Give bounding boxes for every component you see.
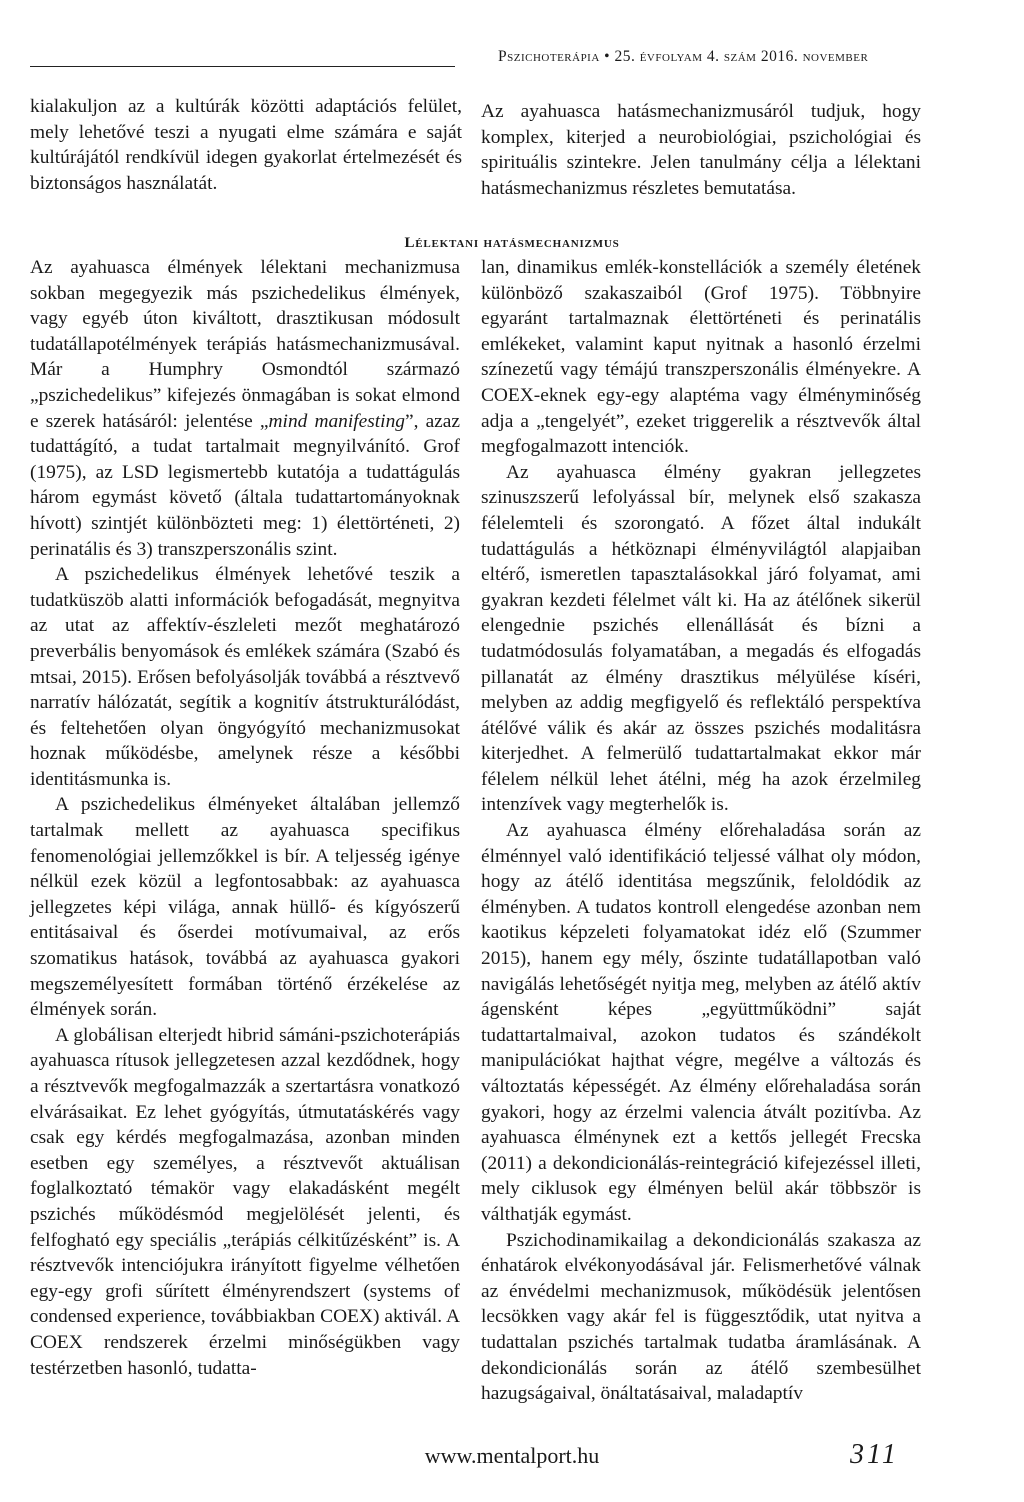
left-p1-text-b: ”, azaz tudattágító, a tudat tartalmait megnyilvánító. Grof (1975), az LSD legismertebb kutatója a tudattágulás három egymást követő (általa tudattartományoknak hívott) szintjét különbözteti meg: 1) élettörténeti, 2) perinatális és 3) transzperszonális szint.	[30, 410, 460, 560]
section-heading: Lélektani hatásmechanizmus	[404, 235, 620, 251]
right-column	[481, 255, 921, 1407]
intro-left-paragraph: kialakuljon az a kultúrák közötti adaptációs felület, mely lehetővé teszi a nyugati elme számára e saját kultúrájától rendkívül idegen gyakorlat értelmezését és biztonságos használatát.	[30, 96, 462, 194]
left-column	[30, 255, 460, 1381]
right-paragraph-1: lan, dinamikus emlék-konstellációk a személy életének különböző szakaszaiból (Grof 1975). Többnyire egyaránt tartalmaznak élettörténeti és perinatális emlékeket, valamint kaput nyitnak a hasonló érzelmi színezetű vagy témájú transzperszonális élményekre. A COEX-eknek egy-egy alaptéma vagy élményminőség adja a „tengelyét”, ezeket triggerelik a résztvevők által megfogalmazott intenciók.	[481, 257, 921, 458]
left-paragraph-1	[30, 255, 460, 562]
intro-right-paragraph: Az ayahuasca hatásmechanizmusáról tudjuk, hogy komplex, kiterjed a neurobiológiai, pszichológiai és spirituális szintekre. Jelen tanulmány célja a lélektani hatásmechanizmus részletes bemutatása.	[481, 101, 921, 199]
right-paragraph-2: Az ayahuasca élmény gyakran jellegzetes szinuszszerű lefolyással bír, melynek első szakasza félelemteli és szorongató. A főzet által indukált tudattágulás a hétköznapi élményvilágtól alapjaiban eltérő, ismeretlen tapasztalásokkal járó folyamat, ami gyakran kezdeti félelmet vált ki. Ha az átélőnek sikerül elengednie pszichés ellenállását és bízni a tudatmódosulás folyamatában, a megadás és elfogadás pillanatát az élmény drasztikus mélyülése kíséri, melyben az addig megfigyelő és reflektáló perspektíva átélővé válik és akár az összes pszichés modalitásra kiterjedhet. A felmerülő tudattartalmakat ekkor már félelem nélkül lehet átélni, még ha azok érzelmileg intenzívek vagy megterhelők is.	[481, 461, 921, 816]
left-paragraph-2: A pszichedelikus élmények lehetővé teszik a tudatküszöb alatti információk befogadását, megnyitva az utat az affektív-észleleti mezőt meghatározó preverbális benyomások és emlékek számára (Szabó és mtsai, 2015). Erősen befolyásolják továbbá a résztvevő narratív hálózatát, segítik a kognitív átstrukturálódást, és feltehetően olyan öngyógyító mechanizmusokat hoznak működésbe, amelynek része a későbbi identitásmunka is.	[30, 564, 460, 790]
left-p1-text-a: Az ayahuasca élmények lélektani mechanizmusa sokban megegyezik más pszichedelikus élmények, vagy egyéb úton kiváltott, drasztikusan módosult tudatállapotélmények terápiás hatásmechanizmusával. Már a Humphry Osmondtól származó „pszichedelikus” kifejezés önmagában is sokat elmond e szerek hatásáról: jelentése „	[30, 257, 460, 432]
page-number: 311	[850, 1439, 899, 1470]
footer-url: www.mentalport.hu	[424, 1443, 600, 1468]
running-head: Pszichoterápia • 25. évfolyam 4. szám 2016. november	[498, 48, 869, 65]
left-p1-italic: mind manifesting	[268, 410, 405, 432]
left-paragraph-3: A pszichedelikus élményeket általában jellemző tartalmak mellett az ayahuasca specifikus fenomenológiai jellemzőkkel is bír. A teljesség igénye nélkül ezek közül a legfontosabbak: az ayahuasca jellegzetes képi világa, annak hüllő- és kígyószerű entitásaival és őserdei motívumaival, az erős szomatikus hatások, továbbá az ayahuasca gyakori megszemélyesített formában történő érzékelése az élmények során.	[30, 794, 460, 1021]
left-paragraph-4: A globálisan elterjedt hibrid sámáni-pszichoterápiás ayahuasca rítusok jellegzetesen azzal kezdődnek, hogy a résztvevők megfogalmazzák a szertartásra vonatkozó elvárásaikat. Ez lehet gyógyítás, útmutatáskérés vagy csak egy kérdés megfogalmazása, azonban minden esetben egy személyes, a résztvevőt aktuálisan foglalkoztató témakör vagy elakadásként megélt pszichés működésmód megjelölését jelenti, és felfogható egy speciális „terápiás célkitűzésként” is. A résztvevők intenciójukra irányított figyelme vélhetően egy-egy grofi sűrített élményrendszert (systems of condensed experience, továbbiakban COEX) aktivál. A COEX rendszerek érzelmi minőségükben vagy testérzetben hasonló, tudatta-	[30, 1024, 460, 1379]
right-paragraph-4: Pszichodinamikailag a dekondicionálás szakasza az énhatárok elvékonyodásával jár. Felismerhetővé válnak az énvédelmi mechanizmusok, működésük jelentősen lecsökken vagy akár fel is függesztődik, utat nyitva a tudattalan pszichés tartalmak tudatba áramlásának. A dekondicionálás során az átélő szembesülhet hazugságaival, önáltatásaival, maladaptív	[481, 1229, 921, 1405]
right-paragraph-3: Az ayahuasca élmény előrehaladása során az élménnyel való identifikáció teljessé válhat oly módon, hogy az átélő identitása megszűnik, feloldódik az élményben. A tudatos kontroll elengedése azonban nem kaotikus képzeleti folyamatokat idéz elő (Szummer 2015), hanem egy mély, őszinte tudatállapotban való navigálás lehetőségét nyitja meg, melyben az átélő aktív ágensként képes „együttműködni” saját tudattartalmaival, azokon tudatos és szándékolt manipulációkat hajthat végre, megélve a változás és változtatás képességét. Az élmény előrehaladása során gyakori, hogy az érzelmi valencia átvált pozitívba. Az ayahuasca élménynek ezt a kettős jellegét Frecska (2011) a dekondicionálás-reintegráció kifejezéssel illeti, mely ciklusok egy élményen belül akár többször is válthatják egymást.	[481, 820, 921, 1225]
header-rule	[30, 66, 455, 67]
